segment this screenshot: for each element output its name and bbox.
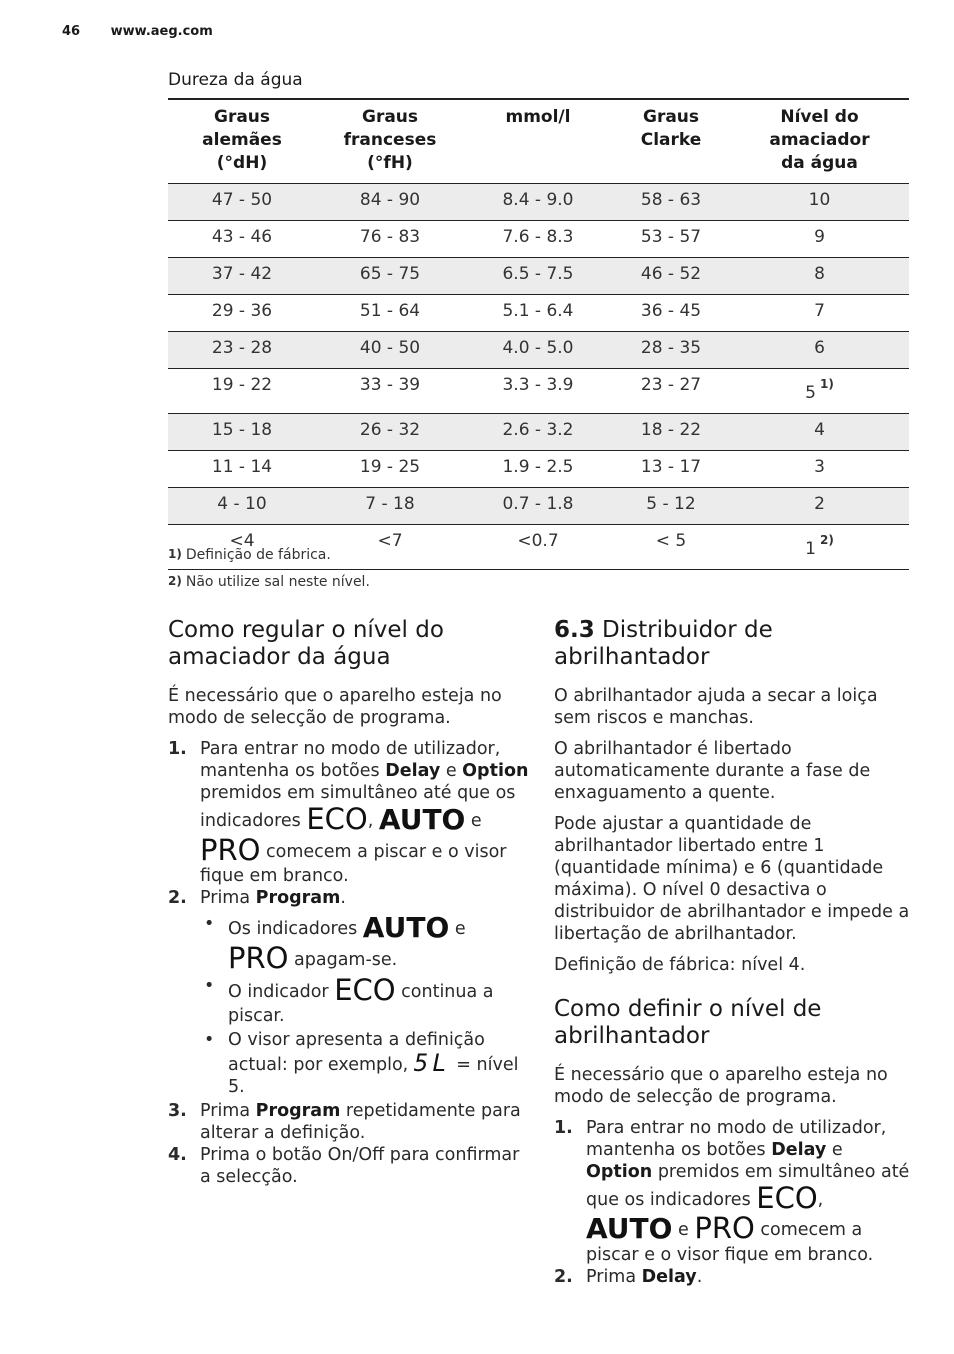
step-1: 1. Para entrar no modo de utilizador, mantenha os botões Delay e Option premidos em simultâneo até que os indicadores ECO, AUTO e PRO comecem a piscar e o visor fique em branco.	[168, 739, 529, 886]
cell-german-degrees: 43 - 46	[168, 221, 316, 258]
cell-softener-level: 1 $^{2)}$	[730, 525, 909, 570]
step-3: 3. Prima Program repetidamente para alterar a definição.	[168, 1101, 521, 1143]
cell-softener-level: 7	[730, 295, 909, 332]
cell-german-degrees: <4	[168, 525, 316, 570]
cell-clarke: 18 - 22	[612, 414, 730, 451]
option-button-label: Option	[462, 761, 529, 781]
cell-softener-level: 2	[730, 488, 909, 525]
table-row	[168, 451, 909, 488]
option-button-label: Option	[586, 1162, 653, 1182]
step-4: 4. Prima o botão On/Off para confirmar a selecção.	[168, 1145, 520, 1187]
header-softener-level: Nível do amaciador da água	[730, 99, 909, 184]
cell-clarke: 5 - 12	[612, 488, 730, 525]
cell-german-degrees: 4 - 10	[168, 488, 316, 525]
eco-indicator-icon: ECO	[334, 973, 396, 1007]
step-2-bullets	[200, 913, 530, 1098]
cell-softener-level: 10	[730, 184, 909, 221]
delay-button-label: Delay	[771, 1140, 827, 1160]
water-hardness-table	[168, 98, 909, 570]
table-header-row	[168, 99, 909, 184]
header-french-degrees: Graus franceses (°fH)	[316, 99, 464, 184]
site-url[interactable]: www.aeg.com	[110, 24, 213, 39]
header-german-degrees: Graus alemães (°dH)	[168, 99, 316, 184]
section-heading-rinse-aid: 6.3 Distribuidor de abrilhantador	[554, 617, 773, 670]
cell-clarke: 13 - 17	[612, 451, 730, 488]
footnote-2: 2) Não utilize sal neste nível.	[168, 574, 370, 590]
cell-mmol: 8.4 - 9.0	[464, 184, 612, 221]
auto-indicator-icon: AUTO	[378, 803, 466, 836]
bullet-3: • O visor apresenta a definição actual: por exemplo, 5L = nível 5.	[204, 1030, 519, 1097]
eco-indicator-icon: ECO	[306, 802, 368, 836]
cell-german-degrees: 47 - 50	[168, 184, 316, 221]
table-row	[168, 369, 909, 414]
cell-softener-level: 8	[730, 258, 909, 295]
table-row	[168, 258, 909, 295]
cell-german-degrees: 29 - 36	[168, 295, 316, 332]
left-column	[168, 617, 530, 1188]
rinse-aid-p4: Definição de fábrica: nível 4.	[554, 955, 806, 975]
cell-softener-level: 3	[730, 451, 909, 488]
cell-mmol: 5.1 - 6.4	[464, 295, 612, 332]
cell-mmol: <0.7	[464, 525, 612, 570]
rinse-aid-p1: O abrilhantador ajuda a secar a loiça sem riscos e manchas.	[554, 686, 878, 728]
cell-softener-level: 9	[730, 221, 909, 258]
rinse-aid-p2: O abrilhantador é libertado automaticamente durante a fase de enxaguamento a quente.	[554, 739, 871, 803]
pro-indicator-icon: PRO	[200, 833, 261, 867]
step-2: 2. Prima Program. • Os indicadores AUTO e PRO apagam-se. • O indicador ECO continua a piscar. • O visor apresenta a definição actual: por exemplo, 5L = nível 5.	[168, 887, 530, 1098]
cell-german-degrees: 19 - 22	[168, 369, 316, 414]
table-title: Dureza da água	[168, 70, 303, 90]
table-row	[168, 414, 909, 451]
step-1: 1. Para entrar no modo de utilizador, mantenha os botões Delay e Option premidos em simultâneo até que os indicadores ECO, AUTO e PRO comecem a piscar e o visor fique em branco.	[554, 1118, 910, 1265]
cell-softener-level: 6	[730, 332, 909, 369]
cell-german-degrees: 23 - 28	[168, 332, 316, 369]
cell-french-degrees: 40 - 50	[316, 332, 464, 369]
pro-indicator-icon: PRO	[694, 1211, 755, 1245]
cell-french-degrees: 65 - 75	[316, 258, 464, 295]
cell-german-degrees: 37 - 42	[168, 258, 316, 295]
intro-text: É necessário que o aparelho esteja no modo de selecção de programa.	[168, 686, 502, 728]
table-row	[168, 295, 909, 332]
eco-indicator-icon: ECO	[756, 1181, 818, 1215]
page-number: 46	[62, 24, 81, 39]
cell-french-degrees: 7 - 18	[316, 488, 464, 525]
cell-softener-level: 5 $^{1)}$	[730, 369, 909, 414]
rinse-aid-steps	[554, 1117, 914, 1288]
table-row	[168, 488, 909, 525]
bullet-1: • Os indicadores AUTO e PRO apagam-se.	[204, 911, 466, 975]
cell-clarke: 46 - 52	[612, 258, 730, 295]
auto-indicator-icon: AUTO	[586, 1212, 673, 1245]
cell-mmol: 1.9 - 2.5	[464, 451, 612, 488]
delay-button-label: Delay	[641, 1267, 697, 1287]
bullet-2: • O indicador ECO continua a piscar.	[204, 973, 494, 1026]
cell-french-degrees: <7	[316, 525, 464, 570]
cell-french-degrees: 33 - 39	[316, 369, 464, 414]
footnote-ref: 2)	[819, 533, 834, 547]
pro-indicator-icon: PRO	[228, 941, 289, 975]
section-heading-rinse-aid-level: Como definir o nível de abrilhantador	[554, 996, 822, 1049]
cell-clarke: 23 - 27	[612, 369, 730, 414]
cell-german-degrees: 15 - 18	[168, 414, 316, 451]
header-clarke: Graus Clarke	[612, 99, 730, 184]
step-2: 2. Prima Delay.	[554, 1267, 703, 1287]
cell-softener-level: 4	[730, 414, 909, 451]
cell-german-degrees: 11 - 14	[168, 451, 316, 488]
cell-mmol: 7.6 - 8.3	[464, 221, 612, 258]
cell-mmol: 0.7 - 1.8	[464, 488, 612, 525]
cell-mmol: 6.5 - 7.5	[464, 258, 612, 295]
cell-mmol: 2.6 - 3.2	[464, 414, 612, 451]
page-header	[62, 24, 213, 39]
program-button-label: Program	[255, 1101, 341, 1121]
intro-text-2: É necessário que o aparelho esteja no modo de selecção de programa.	[554, 1065, 888, 1107]
program-button-label: Program	[255, 888, 341, 908]
right-column	[554, 617, 914, 1288]
cell-french-degrees: 51 - 64	[316, 295, 464, 332]
header-mmol: mmol/l	[464, 99, 612, 184]
cell-french-degrees: 26 - 32	[316, 414, 464, 451]
table-row	[168, 332, 909, 369]
cell-clarke: 58 - 63	[612, 184, 730, 221]
table-row	[168, 221, 909, 258]
display-readout: 5L	[413, 1049, 451, 1077]
delay-button-label: Delay	[385, 761, 441, 781]
footnote-1: 1) Definição de fábrica.	[168, 547, 331, 563]
cell-clarke: 28 - 35	[612, 332, 730, 369]
auto-indicator-icon: AUTO	[362, 911, 450, 944]
softener-steps	[168, 738, 530, 1188]
cell-french-degrees: 84 - 90	[316, 184, 464, 221]
cell-mmol: 3.3 - 3.9	[464, 369, 612, 414]
cell-french-degrees: 19 - 25	[316, 451, 464, 488]
section-heading-softener: Como regular o nível do amaciador da água	[168, 617, 444, 670]
cell-clarke: 36 - 45	[612, 295, 730, 332]
cell-french-degrees: 76 - 83	[316, 221, 464, 258]
cell-mmol: 4.0 - 5.0	[464, 332, 612, 369]
rinse-aid-p3: Pode ajustar a quantidade de abrilhantador libertado entre 1 (quantidade mínima) e 6 (quantidade máxima). O nível 0 desactiva o distribuidor de abrilhantador e impede a libertação de abrilhantador.	[554, 814, 910, 944]
table-row	[168, 184, 909, 221]
footnote-ref: 1)	[819, 377, 834, 391]
cell-clarke: 53 - 57	[612, 221, 730, 258]
cell-clarke: < 5	[612, 525, 730, 570]
